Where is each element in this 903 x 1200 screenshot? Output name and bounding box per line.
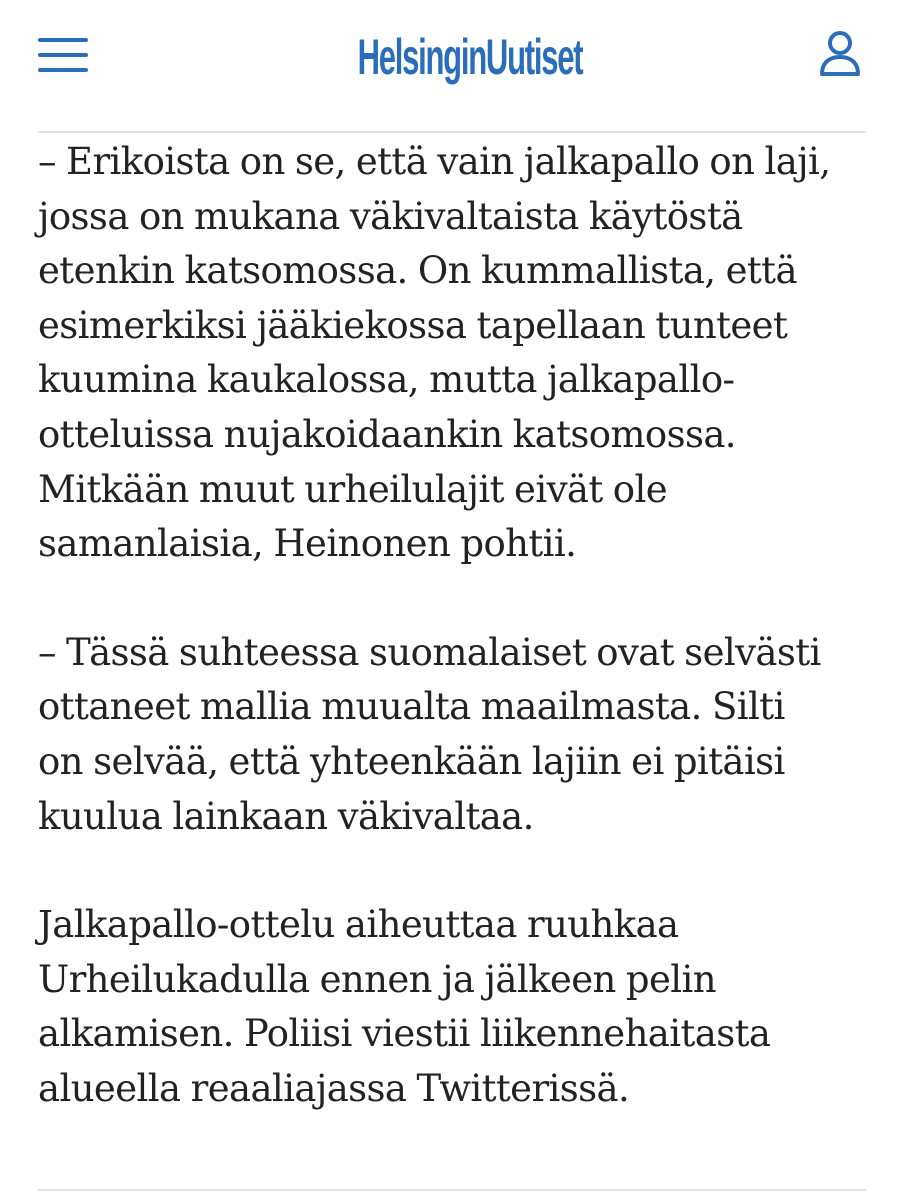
article-paragraph <box>38 626 878 844</box>
footer-divider <box>38 1189 866 1191</box>
header-divider <box>38 131 866 133</box>
paragraph-line: – Tässä suhteessa suomalaiset ovat selvästi <box>38 630 821 674</box>
paragraph-line: jossa on mukana väkivaltaista käytöstä <box>38 194 743 238</box>
paragraph-line: Mitkään muut urheilulajit eivät ole <box>38 467 667 511</box>
menu-bar <box>38 68 88 72</box>
article-body <box>38 135 878 1117</box>
article-paragraph <box>38 135 878 572</box>
paragraph-line: alkamisen. Poliisi viestii liikennehaitasta <box>38 1012 771 1056</box>
paragraph-line: kuulua lainkaan väkivaltaa. <box>38 794 534 838</box>
paragraph-line: kuumina kaukalossa, mutta jalkapallo- <box>38 358 735 402</box>
paragraph-line: esimerkiksi jääkiekossa tapellaan tunteet <box>38 303 788 347</box>
paragraph-line: on selvää, että yhteenkään lajiin ei pitäisi <box>38 739 785 783</box>
paragraph-line: etenkin katsomossa. On kummallista, että <box>38 249 797 293</box>
article-paragraph <box>38 898 878 1116</box>
paragraph-line: Jalkapallo-ottelu aiheuttaa ruuhkaa <box>38 903 679 947</box>
paragraph-line: ottaneet mallia muualta maailmasta. Silti <box>38 685 785 729</box>
paragraph-line: otteluissa nujakoidaankin katsomossa. <box>38 412 736 456</box>
user-profile-icon[interactable] <box>818 30 862 78</box>
paragraph-line: Urheilukadulla ennen ja jälkeen pelin <box>38 957 716 1001</box>
menu-icon[interactable] <box>38 34 90 78</box>
menu-bar <box>38 53 88 57</box>
menu-bar <box>38 38 88 42</box>
paragraph-line: samanlaisia, Heinonen pohtii. <box>38 522 577 566</box>
site-header <box>0 0 903 120</box>
paragraph-line: – Erikoista on se, että vain jalkapallo on laji, <box>38 140 831 183</box>
paragraph-line: alueella reaaliajassa Twitterissä. <box>38 1066 630 1110</box>
site-logo[interactable]: HelsinginUutiset <box>357 29 583 85</box>
user-profile-icon-svg <box>818 30 862 78</box>
